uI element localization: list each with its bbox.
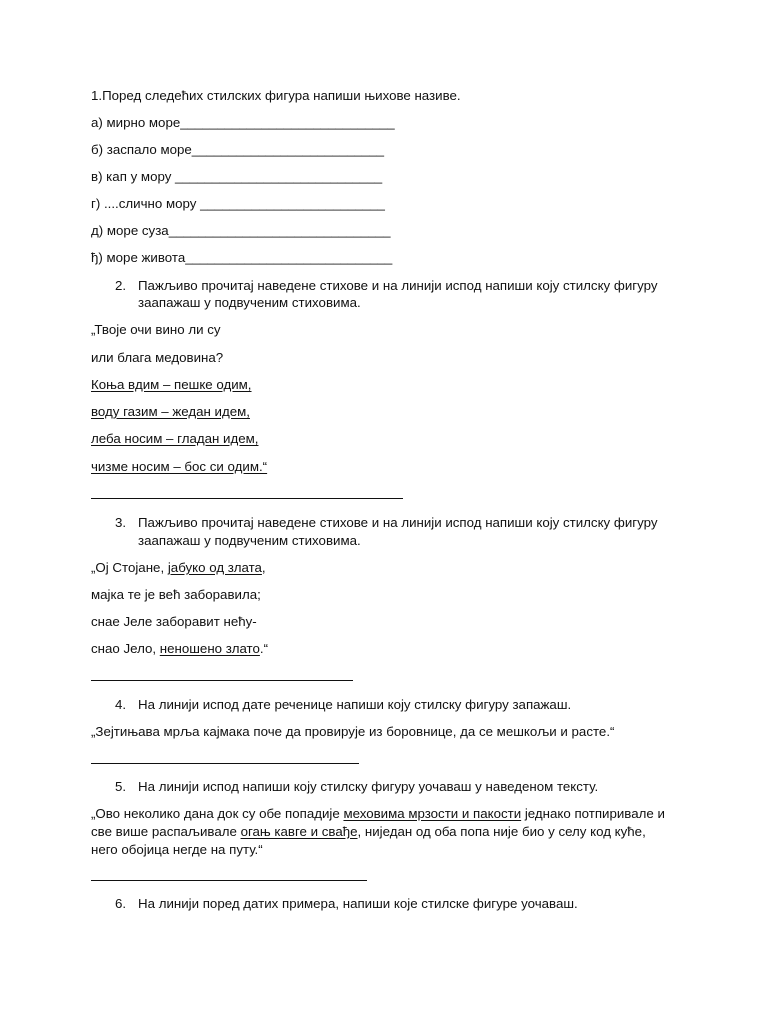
q1-item-a: а) мирно море_____________________________ [91, 115, 395, 130]
q1-item-v: в) кап у мору ____________________________ [91, 169, 383, 184]
q2-verse-5: леба носим – гладан идем, [91, 431, 259, 446]
q4-answer-line[interactable] [91, 763, 359, 764]
q3-verse-3: снае Јеле заборавит нећу- [91, 614, 257, 629]
q4-number: 4. [115, 697, 127, 712]
q2-verse-6: чизме носим – бос си одим.“ [91, 459, 268, 474]
q1-item-dj: ђ) море живота____________________________ [91, 250, 393, 265]
q3-verse-4-post: .“ [259, 641, 269, 656]
q3-number: 3. [115, 515, 127, 530]
q5-quote-underlined2: огањ кавге и свађе [240, 824, 358, 839]
q6-number: 6. [115, 896, 127, 911]
q5-answer-line[interactable] [91, 880, 367, 881]
q3-text-line1: Пажљиво прочитај наведене стихове и на линији испод напиши коју стилску фигуру [138, 515, 658, 530]
q4-text: На линији испод дате реченице напиши коју стилску фигуру запажаш. [138, 697, 572, 712]
q3-verse-4-pre: снао Јело, [91, 641, 160, 656]
q3-verse-1-underlined: јабуко од злата [167, 560, 262, 575]
q1-item-g: г) ....слично мору _________________________ [91, 196, 385, 211]
q3-verse-2: мајка те је већ заборавила; [91, 587, 261, 602]
q5-quote-part1: „Ово неколико дана док су обе попадије [91, 806, 344, 821]
q3-verse-4 [91, 640, 268, 658]
q3-verse-1-pre: „Ој Стојане, [91, 560, 168, 575]
q3-text-line2: заапажаш у подвученим стиховима. [138, 533, 361, 548]
q5-text: На линији испод напиши коју стилску фигуру уочаваш у наведеном тексту. [138, 779, 599, 794]
q5-quote [91, 805, 671, 859]
q2-verse-1: „Твоје очи вино ли су [91, 322, 221, 337]
q4-quote: „Зејтињава мрља кајмака поче да провирује из боровнице, да се мешкољи и расте.“ [91, 724, 615, 739]
q5-quote-underlined1: меховима мрзости и пакости [343, 806, 522, 821]
q2-verse-2: или блага медовина? [91, 350, 224, 365]
q2-verse-3: Коња вдим – пешке одим, [91, 377, 252, 392]
q1-title: 1.Поред следећих стилских фигура напиши њихове називе. [91, 88, 461, 103]
q3-answer-line[interactable] [91, 680, 353, 681]
q1-item-d: д) море суза______________________________ [91, 223, 391, 238]
q3-verse-1 [91, 559, 266, 577]
q2-answer-line[interactable] [91, 498, 403, 499]
q5-quote-part3: , ниједан од оба попа није био у селу код куће, него обојица негде на путу.“ [91, 824, 646, 857]
q2-verse-4: воду газим – жедан идем, [91, 404, 250, 419]
q3-verse-4-underlined: неношено злато [159, 641, 260, 656]
q1-item-b: б) заспало море__________________________ [91, 142, 385, 157]
q5-number: 5. [115, 779, 127, 794]
q6-text: На линији поред датих примера, напиши које стилске фигуре уочаваш. [138, 896, 578, 911]
q5-quote-part2: једнако потпиривале и све више распаљивале [91, 806, 665, 839]
q3-verse-1-post: , [261, 560, 266, 575]
q2-text-line2: заапажаш у подвученим стиховима. [138, 295, 361, 310]
q2-number: 2. [115, 278, 127, 293]
q2-text-line1: Пажљиво прочитај наведене стихове и на линији испод напиши коју стилску фигуру [138, 278, 658, 293]
